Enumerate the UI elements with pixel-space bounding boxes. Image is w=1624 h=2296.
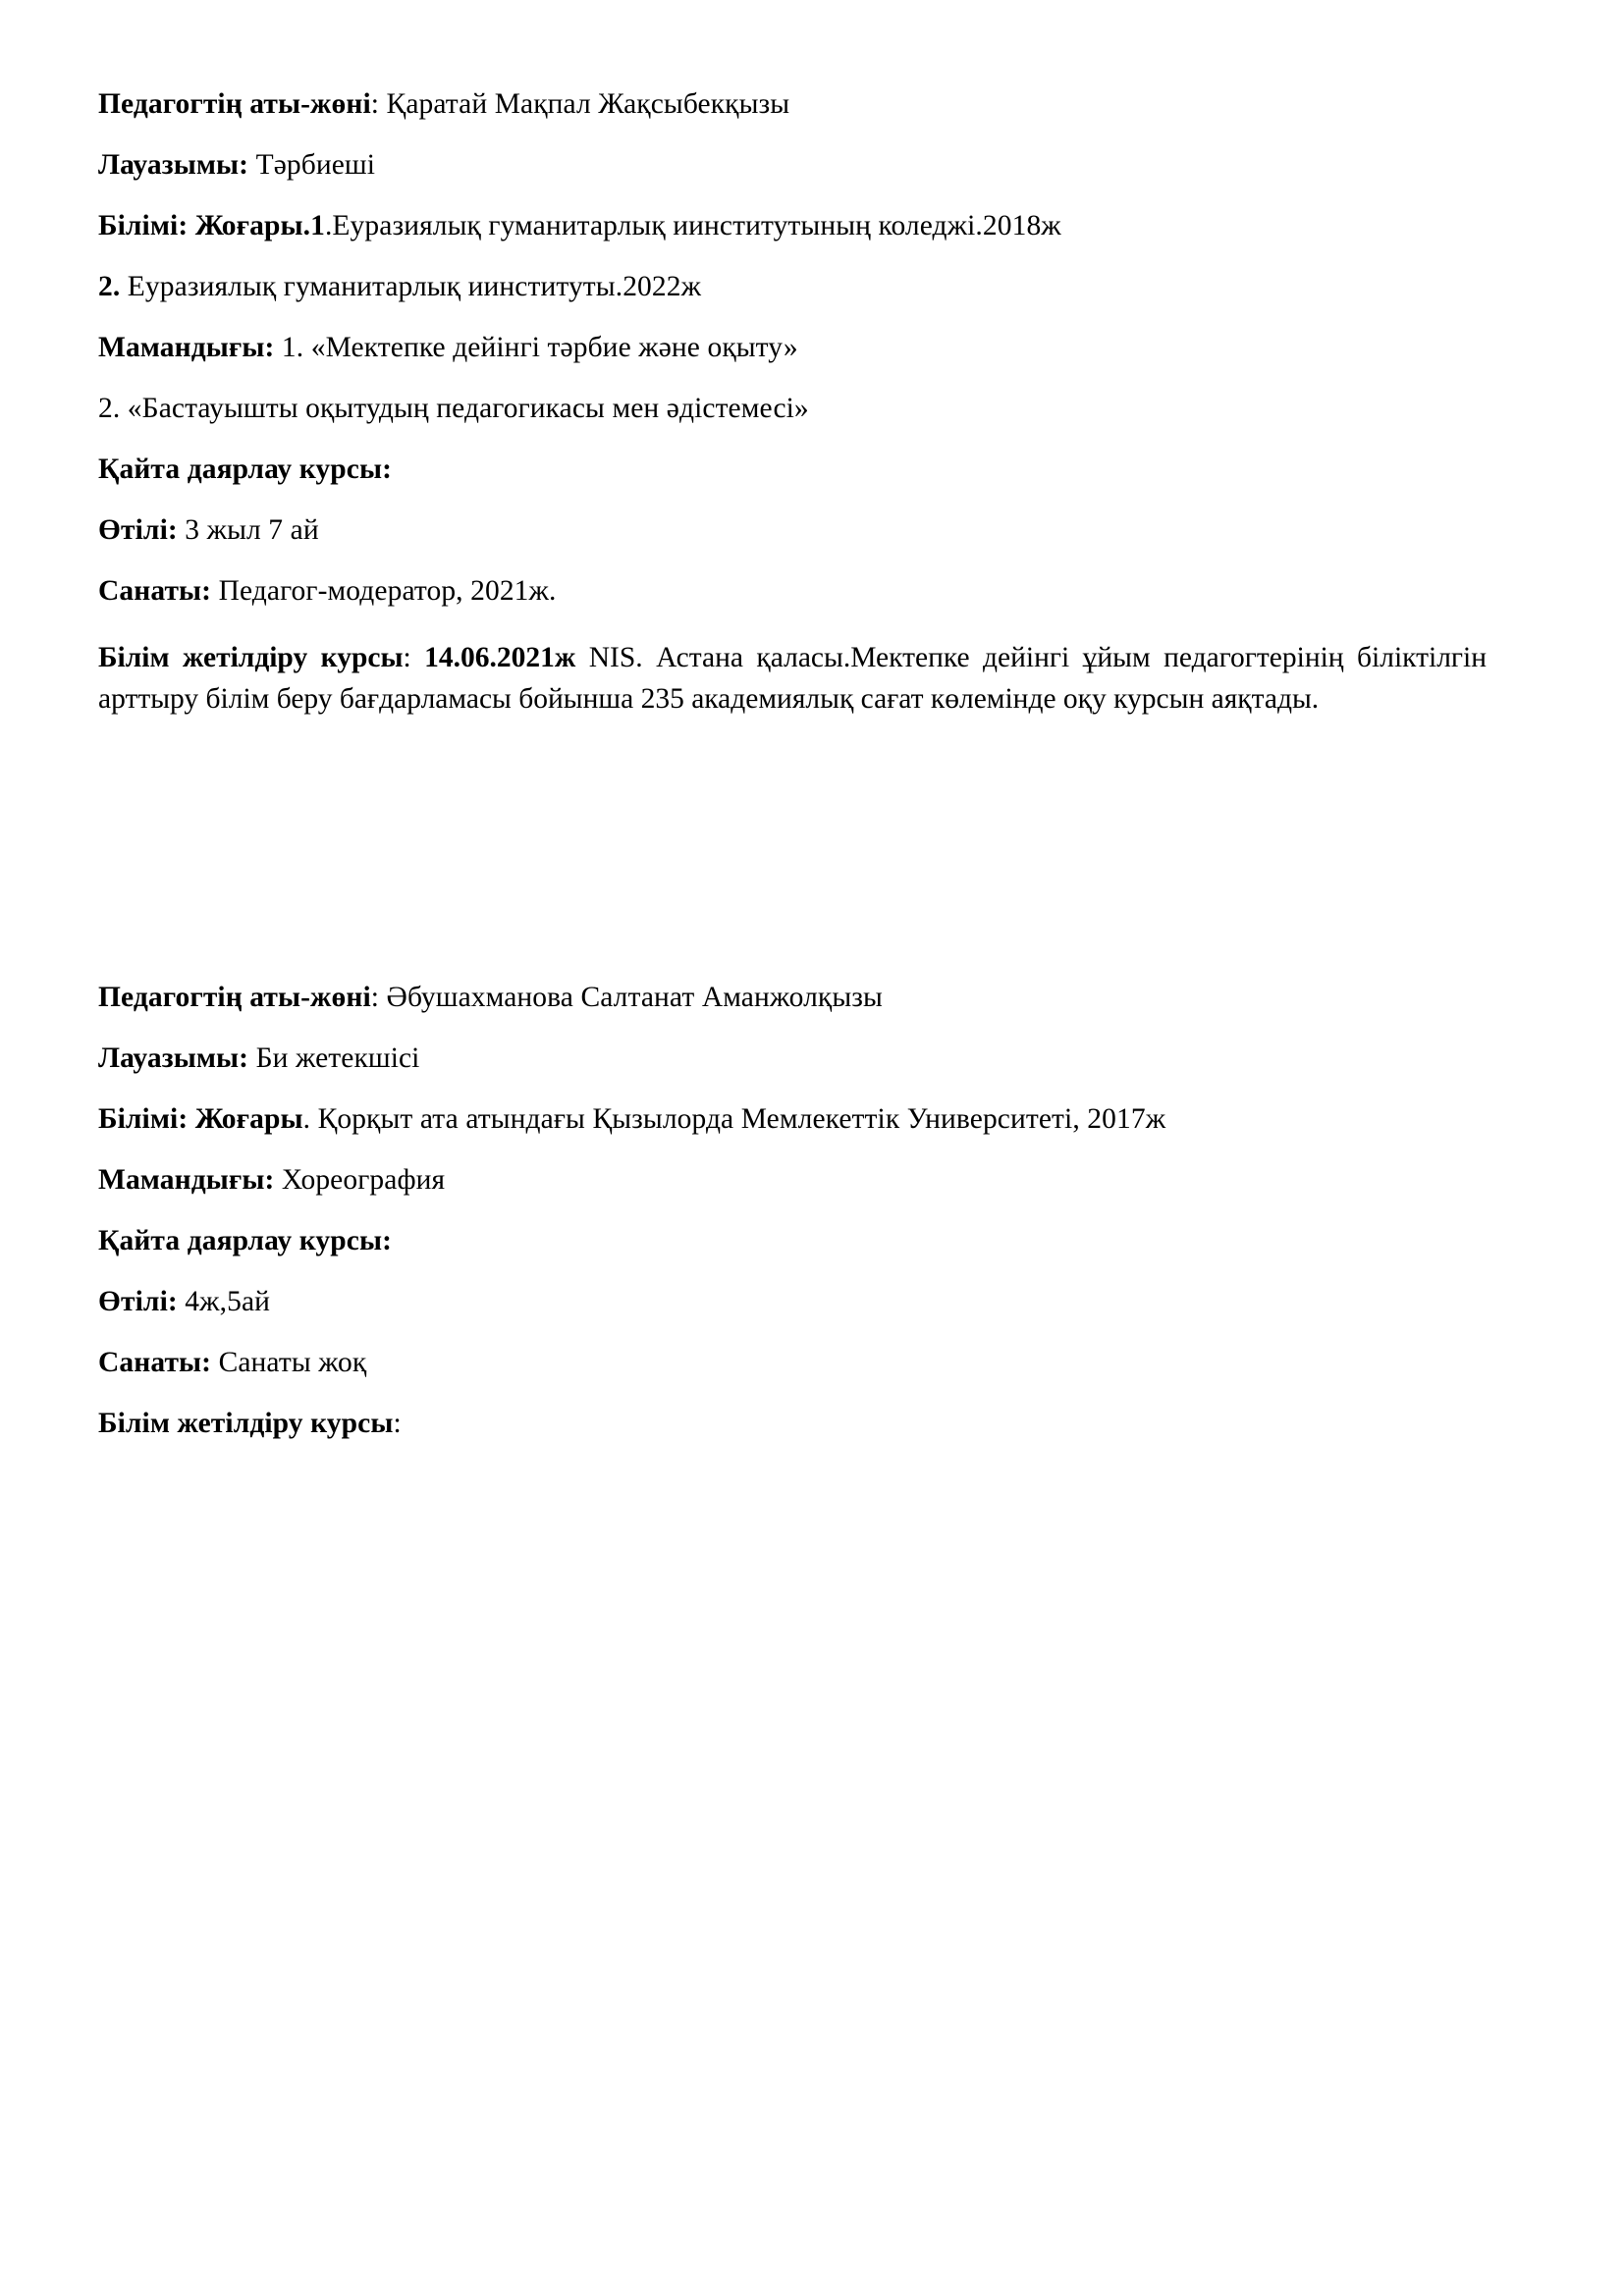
field-specialty-second [98, 395, 1487, 424]
field-label: Лауазымы: [98, 149, 249, 181]
field-label: Лауазымы: [98, 1041, 249, 1074]
field-value: 2. «Бастауышты оқытудың педагогикасы мен әдістемесі» [98, 393, 809, 424]
record-separator [98, 752, 1487, 984]
field-experience [98, 1285, 1487, 1317]
teacher-record-1 [98, 90, 1487, 721]
field-label: 2. [98, 271, 121, 302]
field-label: Білімі: Жоғары.1 [98, 210, 325, 241]
field-value: 3 жыл 7 ай [177, 514, 319, 546]
field-education-second [98, 273, 1487, 302]
field-value: 1. «Мектепке дейінгі тәрбие және оқыту» [274, 332, 798, 363]
field-separator: : [370, 88, 387, 120]
field-label: Өтілі: [98, 1285, 178, 1317]
teacher-record-2 [98, 981, 1487, 1439]
field-position [98, 1041, 1487, 1074]
field-value: NIS. Астана қаласы.Мектепке дейінгі ұйым педагогтерінің біліктілгін арттыру білім беру бағдарламасы бойынша 235 академиялық сағат көлемінде оқу курсын аяқтады. [98, 642, 1487, 715]
field-value: Санаты жоқ [211, 1346, 367, 1378]
field-category [98, 1346, 1487, 1378]
field-value: Әбушахманова Салтанат Аманжолқызы [386, 981, 883, 1013]
field-value: Педагог-модератор, 2021ж. [211, 575, 557, 607]
field-label: Педагогтің аты-жөні [98, 981, 371, 1013]
field-value: Еуразиялық гуманитарлық иинституты.2022ж [120, 271, 702, 302]
field-value: Қаратай Мақпал Жақсыбекқызы [386, 88, 790, 120]
field-label: Білім жетілдіру курсы [98, 642, 404, 673]
field-label: Мамандығы: [98, 1163, 275, 1196]
field-retraining-courses [98, 1224, 1487, 1256]
field-value: Хореография [274, 1163, 446, 1196]
field-retraining-courses [98, 455, 1487, 485]
field-value: . Қорқыт ата атындағы Қызылорда Мемлекеттік Университеті, 2017ж [302, 1102, 1166, 1135]
field-value: 4ж,5ай [177, 1285, 271, 1317]
field-education [98, 1102, 1487, 1135]
field-label: Білім жетілдіру курсы [98, 1407, 394, 1439]
field-label: Қайта даярлау курсы: [98, 1224, 393, 1256]
field-qualification-course [98, 638, 1487, 721]
field-full-name [98, 981, 1487, 1013]
field-separator: : [370, 981, 387, 1013]
field-label: Өтілі: [98, 514, 178, 546]
field-label: Санаты: [98, 1346, 212, 1378]
field-experience [98, 516, 1487, 546]
field-specialty [98, 334, 1487, 363]
field-value: Тәрбиеші [248, 149, 376, 181]
field-category [98, 577, 1487, 607]
field-label: Педагогтің аты-жөні [98, 88, 371, 120]
field-position [98, 151, 1487, 181]
field-separator: : [393, 1407, 402, 1439]
field-label: Қайта даярлау курсы: [98, 454, 393, 485]
field-label: Санаты: [98, 575, 212, 607]
field-separator: : [403, 642, 425, 673]
field-value-date: 14.06.2021ж [424, 642, 576, 673]
field-full-name [98, 90, 1487, 120]
field-label: Мамандығы: [98, 332, 275, 363]
field-qualification-course [98, 1407, 1487, 1439]
field-value: Би жетекшісі [248, 1041, 420, 1074]
field-value: .Еуразиялық гуманитарлық иинститутының коледжі.2018ж [324, 210, 1061, 241]
field-label: Білімі: Жоғары [98, 1102, 303, 1135]
field-specialty [98, 1163, 1487, 1196]
field-education [98, 212, 1487, 241]
